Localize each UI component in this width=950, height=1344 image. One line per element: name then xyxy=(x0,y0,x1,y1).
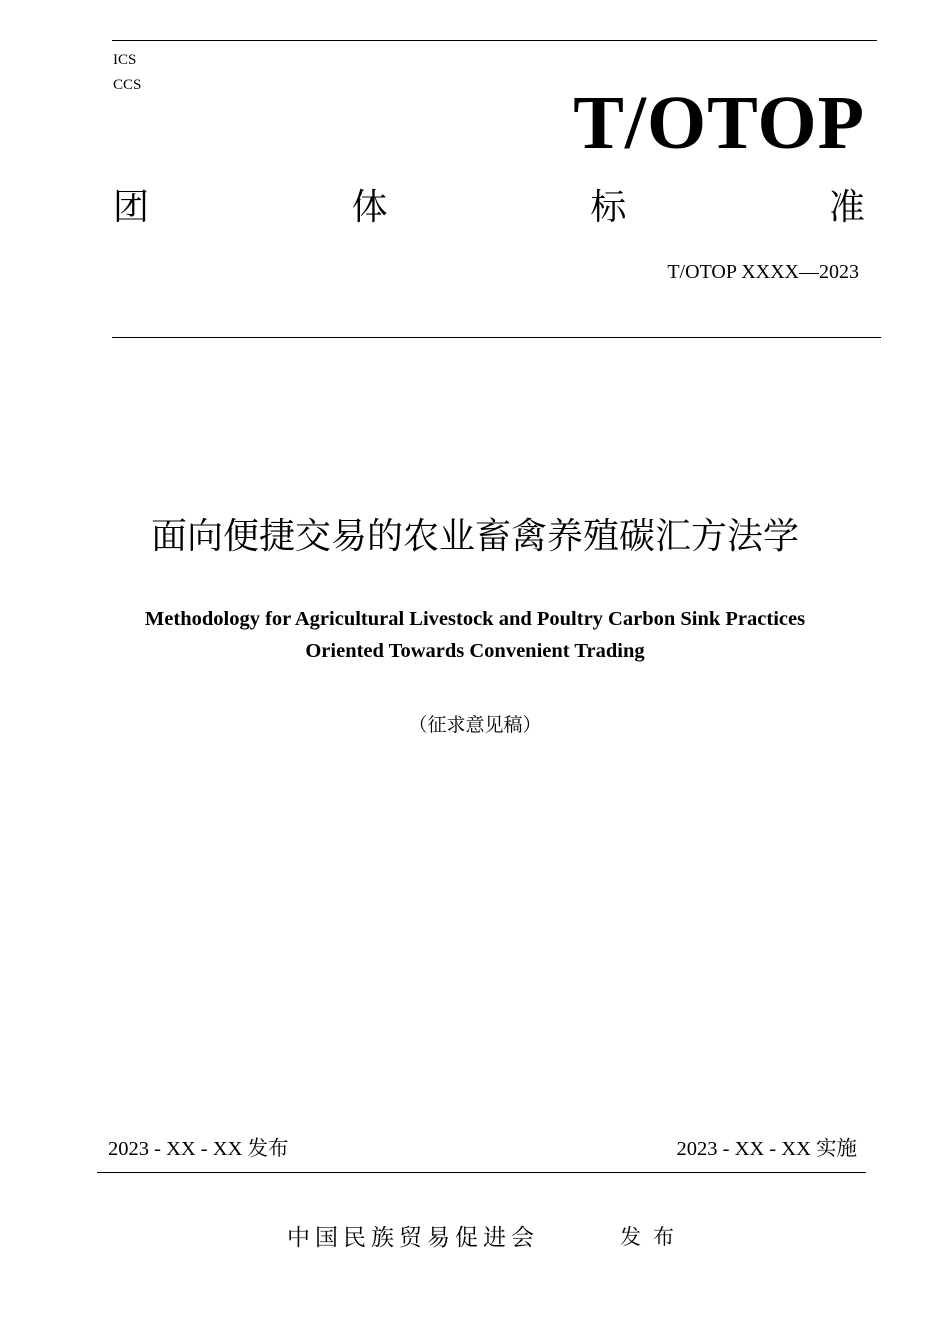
ccs-code: CCS xyxy=(113,77,142,93)
publisher-name: 中国民族贸易促进会 xyxy=(287,1225,539,1251)
draft-status: （征求意见稿） xyxy=(408,714,542,736)
document-title-english xyxy=(60,603,890,667)
issue-date: 2023 - XX - XX 发布 xyxy=(108,1138,289,1160)
standard-number: T/OTOP XXXX—2023 xyxy=(667,261,859,283)
standard-type-char: 体 xyxy=(351,187,388,228)
ics-code: ICS xyxy=(113,52,137,68)
classification-codes xyxy=(113,48,141,98)
standard-type-char: 团 xyxy=(113,187,150,228)
english-title-line-1: Methodology for Agricultural Livestock and Poultry Carbon Sink Practices xyxy=(144,608,806,630)
publish-label: 发布 xyxy=(620,1225,686,1249)
standard-type xyxy=(113,184,865,232)
top-rule xyxy=(112,40,877,41)
standard-type-char: 准 xyxy=(828,187,865,228)
implementation-date: 2023 - XX - XX 实施 xyxy=(676,1138,857,1160)
english-title-line-2: Oriented Towards Convenient Trading xyxy=(305,640,645,662)
document-title-chinese: 面向便捷交易的农业畜禽养殖碳汇方法学 xyxy=(150,516,799,557)
header-rule xyxy=(112,337,881,338)
standard-type-char: 标 xyxy=(590,187,627,228)
footer-rule xyxy=(97,1172,866,1173)
organization-logo: T/OTOP xyxy=(573,81,865,165)
